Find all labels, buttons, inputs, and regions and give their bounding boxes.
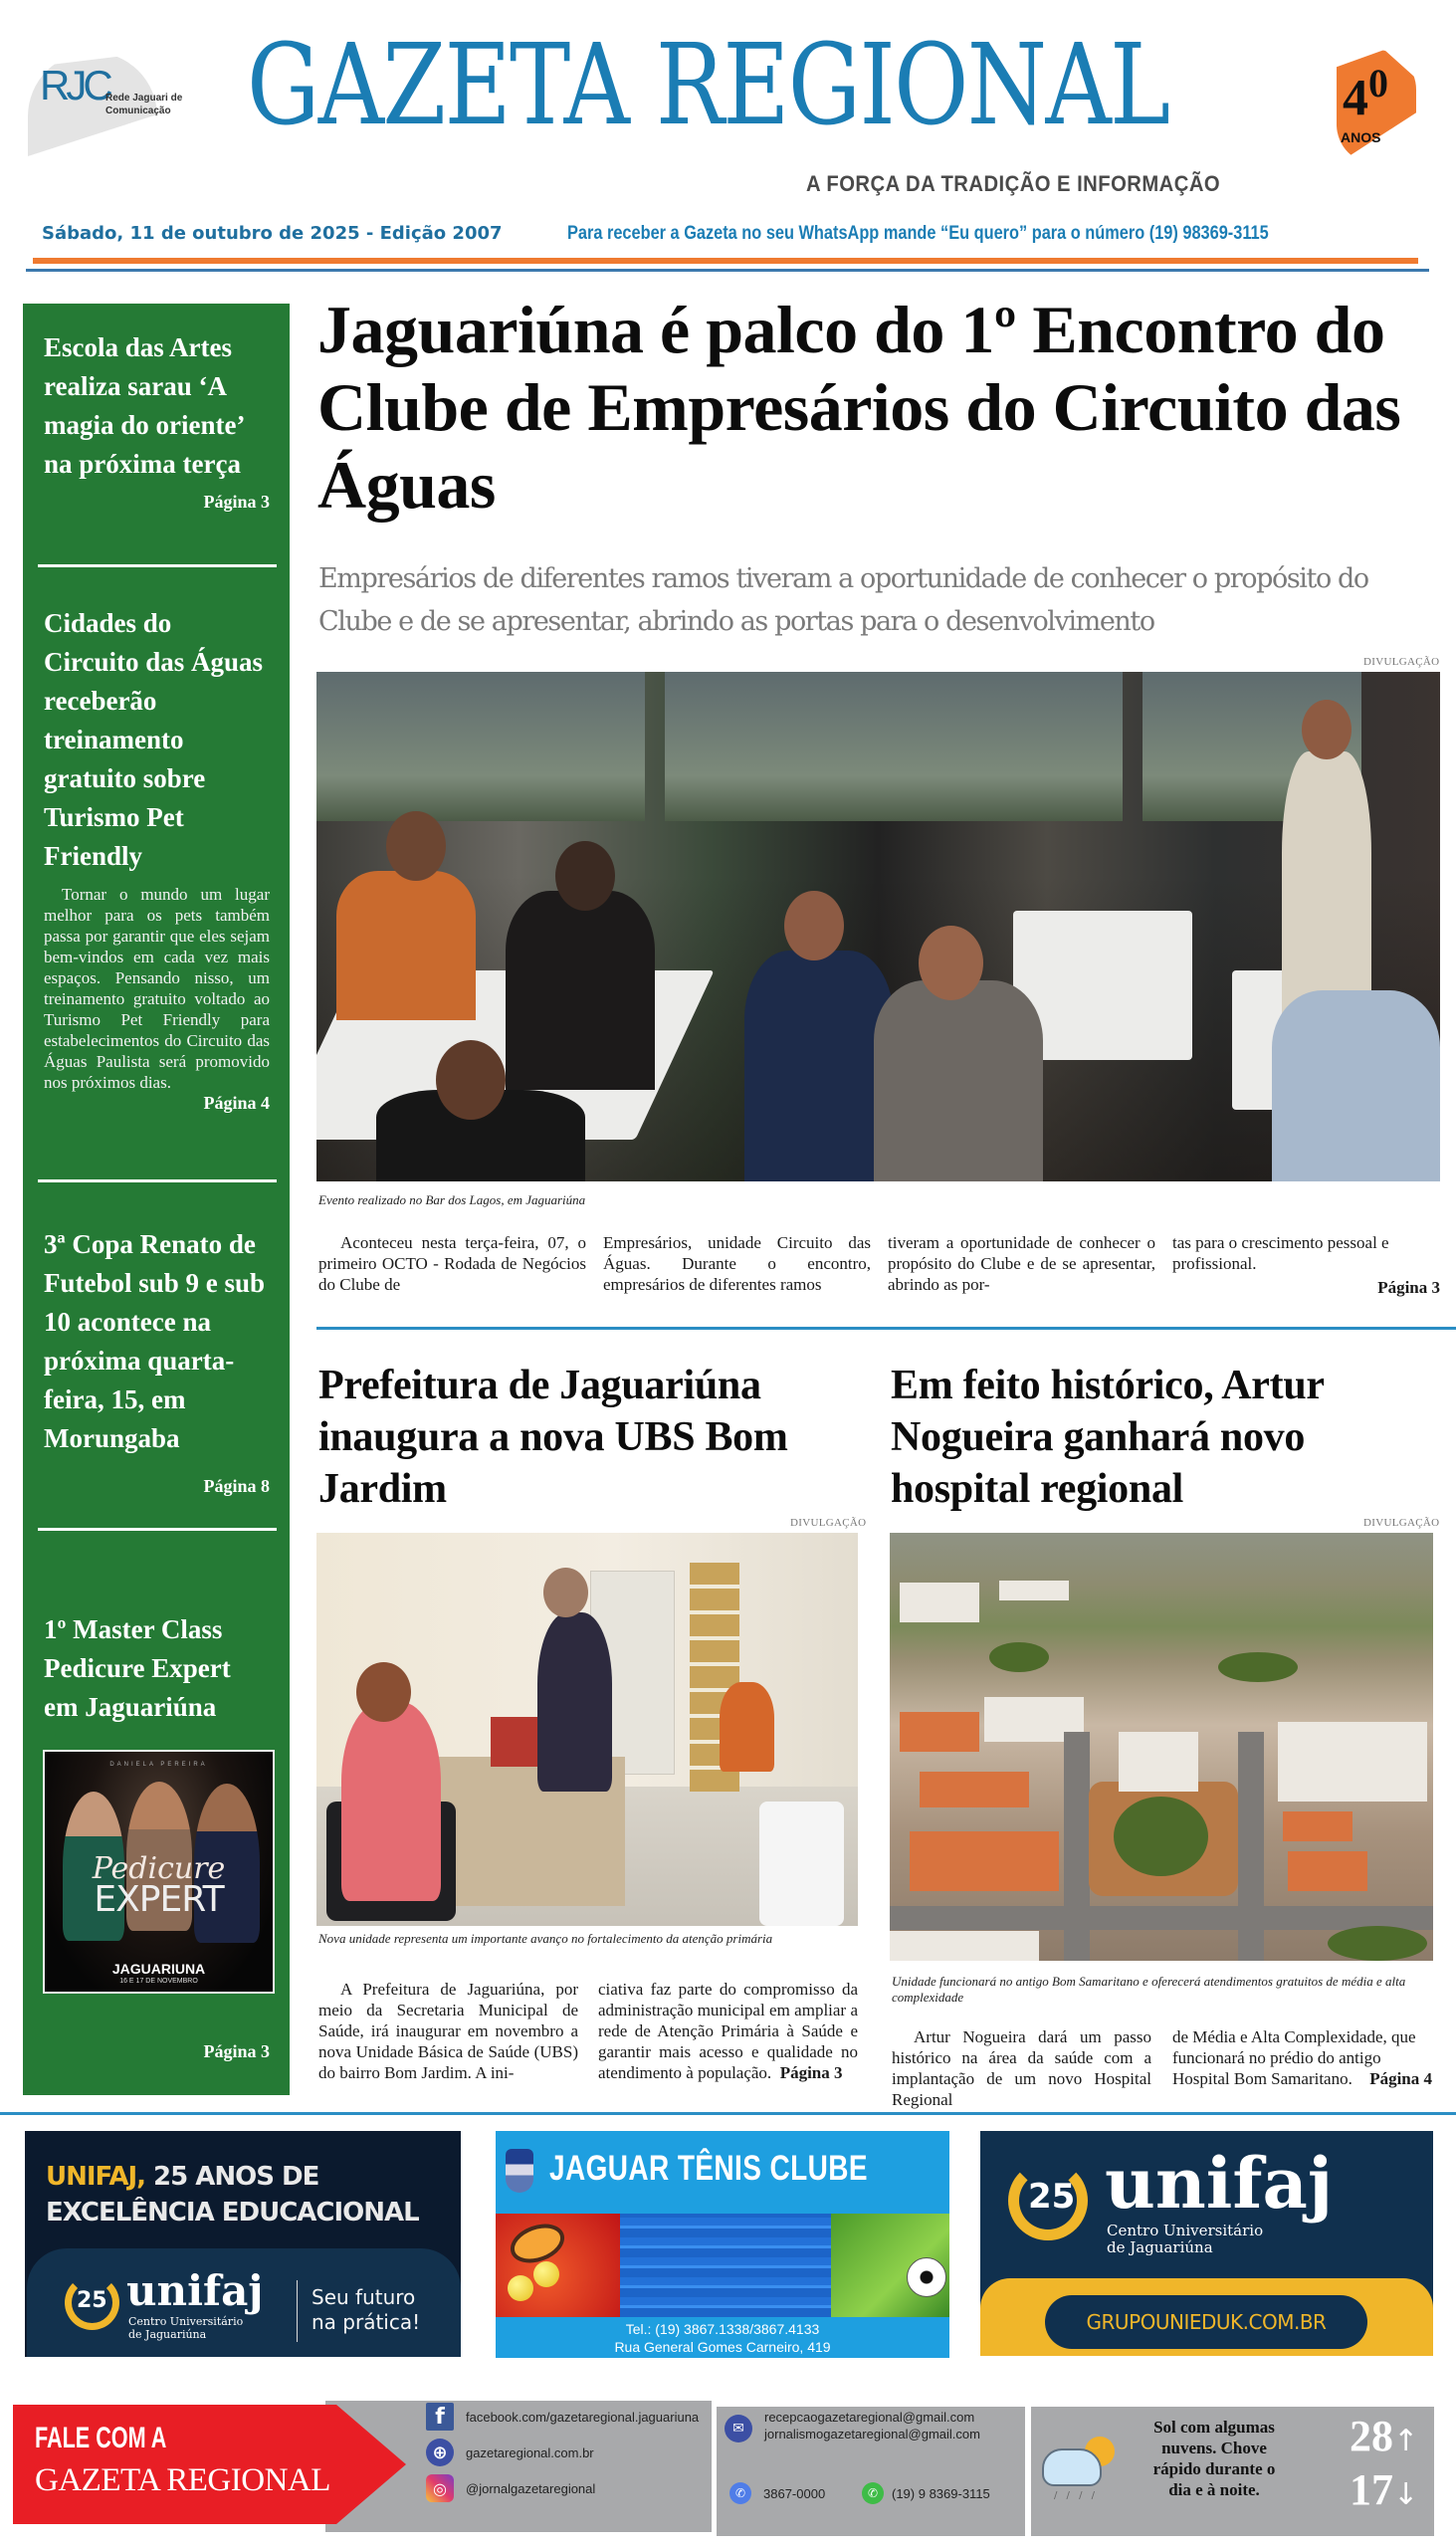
footer-emails [764,2409,980,2442]
photo-person [506,891,655,1090]
unifaj-ad-headline-gold: UNIFAJ, [46,2162,145,2192]
photo-credit: DIVULGAÇÃO [1363,1517,1440,1529]
ubs-headline[interactable]: Prefeitura de Jaguariúna inaugura a nova UBS Bom Jardim [318,1363,788,1512]
photo-person [744,951,894,1181]
arrow-down-icon: ↓ [1393,2477,1419,2512]
photo-nurse [543,1568,588,1617]
lead-headline[interactable]: Jaguariúna é palco do 1º Encontro do Clube de Empresários do Circuito das Águas [317,292,1401,523]
photo-person [336,871,476,1020]
anniversary-badge [1337,50,1416,164]
photo-patient [341,1702,441,1901]
sidebar-item-title: Cidades do Circuito das Águas receberão treinamento gratuito sobre Turismo Pet Friendly [44,608,264,871]
rain-icon: / / / / [1054,2490,1099,2501]
whatsapp-notice: Para receber a Gazeta no seu WhatsApp mande “Eu quero” para o número (19) 98369-3115 [567,223,1269,244]
unifaj-ad-headline-rest: 25 ANOS DE [145,2162,319,2192]
sidebar-item-sarau[interactable] [23,328,290,513]
ubs-body [318,1979,858,2083]
sidebar-item-page[interactable]: Página 8 [203,1476,270,1496]
unifaj-ad-headline-line2: EXCELÊNCIA EDUCACIONAL [46,2198,419,2228]
orange-divider [33,258,1418,264]
photo-person [784,891,844,960]
unifaj-subtitle: Centro Universitário de Jaguariúna [1107,2222,1264,2257]
photo-speaker [1302,700,1352,759]
sidebar-divider [38,564,277,567]
footer-phone[interactable] [729,2482,825,2504]
photo-roof [1288,1851,1367,1891]
ubs-photo[interactable] [316,1533,858,1926]
blue-divider [26,269,1429,272]
weather-description: Sol com algumas nuvens. Chove rápido durante o dia e à noite. [1152,2418,1276,2499]
body-column-last [1172,2026,1432,2110]
photo-building [900,1583,979,1622]
poster-date: 16 E 17 DE NOVEMBRO [119,1978,198,1985]
footer-whatsapp[interactable] [862,2482,990,2504]
sidebar-divider [38,1528,277,1531]
arrow-up-icon: ↑ [1393,2424,1419,2458]
unifaj-25-mark-number: 25 [77,2288,107,2313]
photo-roof [910,1831,1059,1891]
jaguar-ad-title: JAGUAR TÊNIS CLUBE [549,2149,868,2188]
unifaj-ad-left[interactable] [25,2131,461,2357]
photo-roof [920,1772,1029,1807]
sidebar-item-copa-renato[interactable] [23,1225,290,1497]
hospital-headline[interactable]: Em feito histórico, Artur Nogueira ganhará novo hospital regional [891,1363,1324,1512]
photo-building [890,1931,1039,1961]
poster-city: JAGUARIUNA [111,1961,206,1977]
photo-person [919,926,983,1000]
footer-cta-line1: FALE COM A [35,2422,167,2454]
photo-person [874,980,1043,1181]
ubs-photo-caption: Nova unidade representa um importante avanço no fortalecimento da atenção primária [318,1931,773,1946]
poster-big-title: EXPERT [94,1879,224,1920]
body-column: A Prefeitura de Jaguariúna, por meio da Secretaria Municipal de Saúde, irá inaugurar em novembro a nova Unidade Básica de Saúde (UBS) do bairro Bom Jardim. A ini- [318,1980,578,2082]
body-column: tiveram a oportunidade de conhecer o propósito do Clube e de se apresentar, abrindo as por- [888,1233,1155,1294]
photo-tree [1114,1797,1208,1876]
hospital-aerial-photo[interactable] [890,1533,1433,1961]
unifaj-url[interactable]: GRUPOUNIEDUK.COM.BR [1086,2310,1327,2334]
section-divider [0,2112,1456,2115]
photo-tree [1218,1652,1298,1682]
photo-tree [1328,1926,1427,1961]
photo-credit: DIVULGAÇÃO [1363,656,1440,668]
body-column-last [1172,1232,1440,1298]
globe-icon: ⊕ [426,2439,454,2466]
soccer-ball-icon [907,2257,946,2297]
photo-street [890,1906,1433,1930]
ubs-page-link[interactable]: Página 3 [779,2063,843,2082]
photo-building [1278,1722,1427,1802]
sidebar-item-title: 3ª Copa Renato de Futebol sub 9 e sub 10 acontece na próxima quarta-feira, 15, em Morungaba [44,1229,266,1453]
whatsapp-icon: ✆ [862,2482,884,2504]
body-column: tas para o crescimento pessoal e profissional. [1172,1233,1389,1273]
footer [0,2389,1456,2528]
rjc-logo[interactable] [28,52,192,156]
footer-email-link[interactable]: jornalismogazetaregional@gmail.com [764,2427,980,2442]
footer-website-text: gazetaregional.com.br [466,2444,594,2460]
footer-email-link[interactable]: recepcaogazetaregional@gmail.com [764,2410,975,2425]
footer-instagram-link[interactable] [426,2474,595,2502]
pool-photo [620,2214,831,2317]
footer-facebook-text: facebook.com/gazetaregional.jaguariuna [466,2409,700,2425]
sidebar-item-pedicure[interactable] [23,1610,290,1727]
photo-person [720,1682,774,1772]
slogan: A FORÇA DA TRADIÇÃO E INFORMAÇÃO [806,171,1221,196]
photo-person [1272,990,1440,1181]
photo-window [665,672,1123,821]
lead-photo[interactable] [316,672,1440,1181]
anniversary-number: $4^0$ [1343,61,1388,126]
mail-icon: ✉ [725,2415,752,2442]
sidebar-item-pet-friendly[interactable] [23,604,290,1114]
body-text: ciativa faz parte do compromisso da administração municipal em ampliar a rede de Atenção Primária à Saúde e garantir mais acesso e qualidade no atendimento à população. [598,1980,858,2082]
photo-nurse [537,1612,612,1792]
unifaj-wordmark: unifaj [126,2266,264,2315]
footer-email-icon-wrap [725,2415,764,2442]
anniversary-label: ANOS [1341,129,1381,145]
sidebar-item-title: Escola das Artes realiza sarau ‘A magia do oriente’ na próxima terça [44,332,244,479]
photo-roof [900,1712,979,1752]
lead-photo-caption: Evento realizado no Bar dos Lagos, em Jaguariúna [318,1192,586,1207]
body-column: Aconteceu nesta terça-feira, 07, o primeiro OCTO - Rodada de Negócios do Clube de [318,1233,586,1294]
photo-tree [989,1642,1049,1672]
rjc-logo-letters: RJC [40,62,109,108]
sidebar-item-pedicure-page[interactable] [23,2041,290,2062]
sidebar-divider [38,1179,277,1182]
date-edition: Sábado, 11 de outubro de 2025 - Edição 2007 [42,223,503,244]
lead-subhead: Empresários de diferentes ramos tiveram a oportunidade de conhecer o propósito do Clube e de se apresentar, abrindo as portas para o desenvolvimento [318,563,1368,637]
weather-max-temp: 28↑ [1350,2412,1419,2460]
photo-roof [1283,1811,1352,1841]
jaguar-ad-photo-strip [496,2214,949,2317]
photo-person [386,811,446,881]
rjc-logo-text: Rede Jaguari de Comunicação [105,93,183,116]
section-divider [316,1327,1456,1330]
tennis-ball-icon [533,2261,559,2287]
unifaj-separator [297,2280,298,2342]
footer-instagram-text: @jornalgazetaregional [466,2480,596,2496]
photo-patient [356,1662,411,1722]
sidebar-item-page[interactable]: Página 3 [203,2041,270,2061]
newspaper-title[interactable]: GAZETA REGIONAL [247,21,1169,150]
lead-page-link[interactable]: Página 3 [1377,1278,1440,1297]
hospital-body [892,2026,1432,2110]
footer-website-link[interactable] [426,2439,594,2466]
jaguar-ad-contact: Tel.: (19) 3867.1338/3867.4133 Rua General Gomes Carneiro, 419 [614,2321,831,2355]
weather-sun-cloud-rain-icon [1040,2427,1130,2511]
unifaj-slogan: Seu futuro na prática! [312,2285,421,2334]
phone-icon: ✆ [729,2482,751,2504]
instagram-icon: ◎ [426,2474,454,2502]
weather-min-temp: 17↓ [1350,2465,1419,2514]
footer-whatsapp-text: (19) 9 8369-3115 [892,2485,990,2501]
cloud-icon [1042,2448,1102,2486]
photo-bin [759,1802,844,1926]
photo-credit: DIVULGAÇÃO [790,1517,867,1529]
unifaj-25-mark-number: 25 [1028,2177,1076,2217]
body-text: de Média e Alta Complexidade, que funcionará no prédio do antigo Hospital Bom Samaritano. [1172,2027,1416,2088]
unifaj-ad-headline [46,2159,419,2230]
tennis-ball-icon [508,2275,533,2301]
club-crest-icon [506,2149,533,2193]
photo-window [316,672,645,821]
sidebar-item-title: 1º Master Class Pedicure Expert em Jaguariúna [44,1614,231,1722]
sidebar-item-body: Tornar o mundo um lugar melhor para os pets também passa por garantir que eles sejam bem-vindos em cada vez mais espaços. Pensando nisso, um treinamento gratuito voltado ao Turismo Pet Friendly para estabelecimentos do Circuito das Águas Paulista será promovido nos próximos dias. [44,885,270,1092]
tennis-photo [496,2214,620,2317]
footer-cta-line2: GAZETA REGIONAL [35,2462,330,2498]
footer-cta-arrow [336,2405,406,2524]
poster-script-title: Pedicure [92,1851,226,1886]
unifaj-ad-right[interactable] [980,2131,1433,2356]
hospital-page-link[interactable]: Página 4 [1369,2069,1432,2088]
sidebar-item-page[interactable]: Página 3 [203,492,270,512]
body-column: Artur Nogueira dará um passo histórico na área da saúde com a implantação de um novo Hospital Regional [892,2027,1151,2109]
unifaj-subtitle: Centro Universitário de Jaguariúna [128,2315,244,2341]
body-column: Empresários, unidade Circuito das Águas. Durante o encontro, empresários de diferentes ramos [603,1233,871,1294]
sidebar [23,304,290,2095]
photo-person [555,841,615,911]
photo-church [1119,1732,1198,1792]
tennis-racket-icon [506,2218,570,2270]
photo-building [999,1581,1069,1600]
body-column [598,1979,858,2083]
lead-body [318,1232,1440,1298]
footer-phone-text: 3867-0000 [763,2485,826,2501]
masthead [0,0,1456,269]
facebook-icon: f [426,2403,454,2431]
soccer-photo [831,2214,949,2317]
poster-organizer: DANIELA PEREIRA [109,1762,208,1768]
jaguar-tenis-clube-ad[interactable] [496,2131,949,2358]
photo-person [436,1040,506,1120]
sidebar-item-page[interactable]: Página 4 [203,1093,270,1113]
hospital-photo-caption: Unidade funcionará no antigo Bom Samaritano e oferecerá atendimentos gratuitos de média e alta complexidade [892,1974,1406,2005]
footer-facebook-link[interactable] [426,2403,699,2431]
unifaj-wordmark: unifaj [1105,2142,1334,2225]
pedicure-expert-poster[interactable] [43,1750,275,1994]
